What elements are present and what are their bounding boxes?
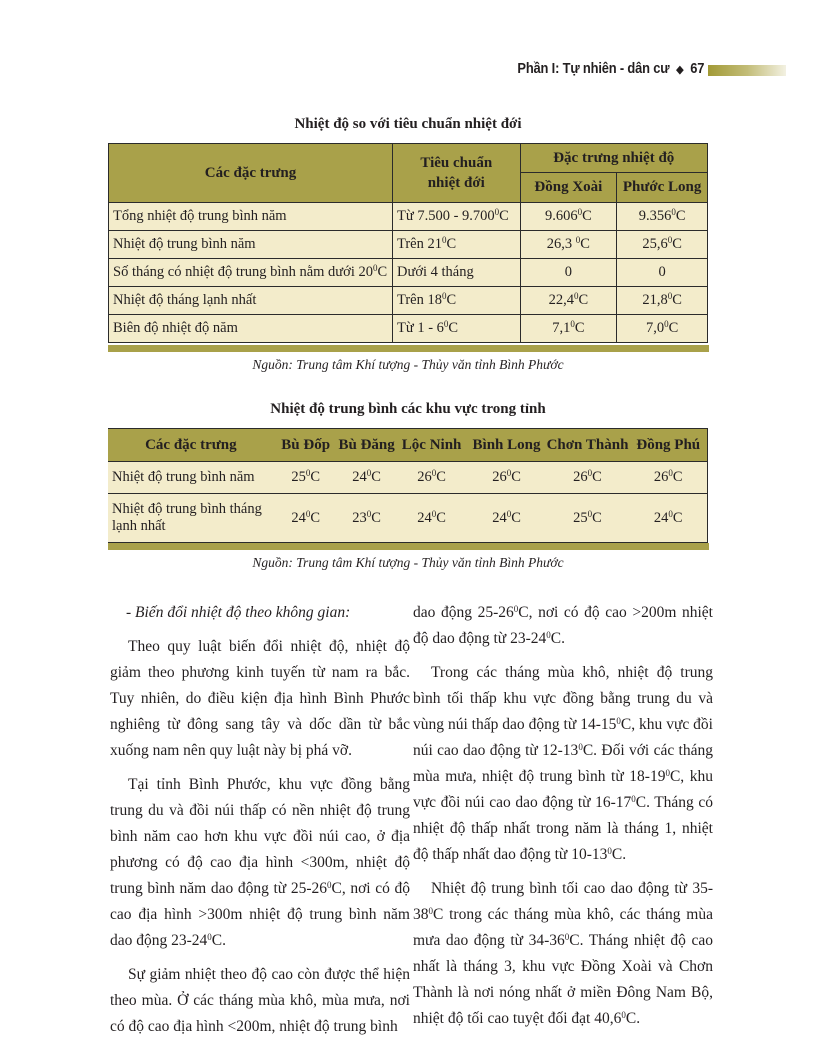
- cell-dong-xoai: $7,1^0C$: [520, 315, 617, 343]
- table2-title: Nhiệt độ trung bình các khu vực trong tỉnh: [270, 401, 546, 417]
- cell-standard: Trên $21^0C$: [392, 231, 520, 259]
- table-row: [109, 203, 708, 231]
- running-head-text: [517, 60, 704, 77]
- paragraph: Sự giảm nhiệt theo độ cao còn được thể hiện theo mùa. Ở các tháng mùa khô, mùa mưa, nơi có độ cao địa hình <200m, nhiệt độ trung bình: [110, 966, 410, 1035]
- cell-phuoc-long: 0: [617, 259, 708, 287]
- cell-label: Nhiệt độ trung bình tháng lạnh nhất: [108, 494, 274, 543]
- header-features: Các đặc trưng: [109, 144, 393, 203]
- cell-feature: Tổng nhiệt độ trung bình năm: [109, 203, 393, 231]
- cell-value: $25^0C$: [274, 462, 338, 494]
- cell-value: $26^0C$: [546, 462, 630, 494]
- cell-feature: Nhiệt độ trung bình năm: [109, 231, 393, 259]
- header-standard: Tiêu chuẩn nhiệt đới: [392, 144, 520, 203]
- table2-source: Nguồn: Trung tâm Khí tượng - Thủy văn tỉnh Bình Phước: [252, 555, 564, 570]
- page-number: 67: [689, 60, 704, 77]
- paragraph: Tại tỉnh Bình Phước, khu vực đồng bằng trung du và đồi núi thấp có nền nhiệt độ trung bình năm cao hơn khu vực đồi núi cao, ở địa phương có độ cao địa hình <300m, nhiệt độ trung bình năm dao động từ $25-26^0C$, nơi có độ cao địa hình >300m nhiệt độ trung bình năm dao động $23-24^0C$.: [110, 776, 410, 949]
- subheading: - Biến đổi nhiệt độ theo không gian:: [126, 604, 351, 621]
- cell-phuoc-long: 25,6$^0$C: [617, 231, 708, 259]
- header-phuoc-long: Phước Long: [617, 173, 708, 203]
- cell-label: Nhiệt độ trung bình năm: [108, 462, 274, 494]
- header-chon-thanh: Chơn Thành: [546, 429, 630, 462]
- cell-value: $26^0C$: [630, 462, 708, 494]
- cell-feature: Nhiệt độ tháng lạnh nhất: [109, 287, 393, 315]
- cell-standard: Từ $1 - 6^0C$: [392, 315, 520, 343]
- cell-feature: Số tháng có nhiệt độ trung bình nằm dưới $20^0C$: [109, 259, 393, 287]
- table-row: [109, 259, 708, 287]
- table-row: [108, 494, 708, 543]
- cell-standard: Dưới 4 tháng: [392, 259, 520, 287]
- cell-value: $24^0C$: [338, 462, 396, 494]
- cell-dong-xoai: 26,3 $^0$C: [520, 231, 617, 259]
- cell-value: $25^0C$: [546, 494, 630, 543]
- table-tropical-standard: [108, 143, 708, 343]
- cell-value: $23^0C$: [338, 494, 396, 543]
- table2-footer-bar: [108, 543, 709, 550]
- cell-phuoc-long: $7,0^0C$: [617, 315, 708, 343]
- table1-footer-bar: [108, 345, 709, 352]
- paragraph: dao động $25-26^0C$, nơi có độ cao >200m nhiệt độ dao động từ $23-24^0C$.: [413, 604, 713, 647]
- cell-value: $24^0C$: [468, 494, 546, 543]
- header-bu-dop: Bù Đốp: [274, 429, 338, 462]
- cell-standard: Từ 7.500 - 9.700$^0$C: [392, 203, 520, 231]
- table1-title: Nhiệt độ so với tiêu chuẩn nhiệt đới: [294, 116, 522, 132]
- table-regional-temperature: [108, 428, 708, 543]
- cell-value: $24^0C$: [630, 494, 708, 543]
- cell-feature: Biên độ nhiệt độ năm: [109, 315, 393, 343]
- paragraph: Nhiệt độ trung bình tối cao dao động từ $35-38^0C$ trong các tháng mùa khô, các tháng mùa mưa dao động từ $34-36^0C$. Tháng nhiệt độ cao nhất là tháng 3, khu vực Đồng Xoài và Chơn Thành là nơi nóng nhất ở miền Đông Nam Bộ, nhiệt độ tối cao tuyệt đối đạt 40,6$^0$C.: [413, 880, 713, 1027]
- header-accent-bar: [708, 65, 786, 76]
- table-row: [108, 462, 708, 494]
- cell-value: $24^0C$: [396, 494, 468, 543]
- cell-value: $26^0C$: [468, 462, 546, 494]
- paragraph: Trong các tháng mùa khô, nhiệt độ trung bình tối thấp khu vực đồng bằng trung du và vùng núi thấp dao động từ $14-15^0C$, khu vực đồi núi cao dao động từ $12-13^0C$. Đối với các tháng mùa mưa, nhiệt độ trung bình từ $18-19^0C$, khu vực đồi núi cao dao động từ $16-17^0C$. Tháng có nhiệt độ thấp nhất trong năm là tháng 1, nhiệt độ thấp nhất dao động từ $10-13^0C$.: [413, 664, 713, 863]
- header-binh-long: Bình Long: [468, 429, 546, 462]
- cell-dong-xoai: 22,4$^0$C: [520, 287, 617, 315]
- cell-phuoc-long: 21,8$^0$C: [617, 287, 708, 315]
- cell-dong-xoai: 9.606$^0$C: [520, 203, 617, 231]
- diamond-separator-icon: ◆: [676, 64, 684, 76]
- table1-source: Nguồn: Trung tâm Khí tượng - Thủy văn tỉnh Bình Phước: [252, 357, 564, 372]
- section-title: Phần I: Tự nhiên - dân cư: [517, 60, 670, 77]
- table-row: [109, 315, 708, 343]
- cell-value: $26^0C$: [396, 462, 468, 494]
- body-column-left: [110, 600, 410, 1048]
- cell-phuoc-long: 9.356$^0$C: [617, 203, 708, 231]
- header-bu-dang: Bù Đăng: [338, 429, 396, 462]
- header-features: Các đặc trưng: [108, 429, 274, 462]
- paragraph: Theo quy luật biến đổi nhiệt độ, nhiệt độ giảm theo phương kinh tuyến từ nam ra bắc. Tuy nhiên, do điều kiện địa hình Bình Phước nghiêng từ đông sang tây và dốc dần từ bắc xuống nam nên quy luật này bị phá vỡ.: [110, 638, 410, 759]
- cell-value: $24^0C$: [274, 494, 338, 543]
- cell-dong-xoai: 0: [520, 259, 617, 287]
- header-dong-xoai: Đồng Xoài: [520, 173, 617, 203]
- cell-standard: Trên $18^0C$: [392, 287, 520, 315]
- running-head: [0, 60, 816, 80]
- table-row: [109, 287, 708, 315]
- header-loc-ninh: Lộc Ninh: [396, 429, 468, 462]
- table-row: [109, 231, 708, 259]
- header-dong-phu: Đồng Phú: [630, 429, 708, 462]
- body-column-right: [413, 600, 713, 1040]
- header-temperature-group: Đặc trưng nhiệt độ: [520, 144, 707, 173]
